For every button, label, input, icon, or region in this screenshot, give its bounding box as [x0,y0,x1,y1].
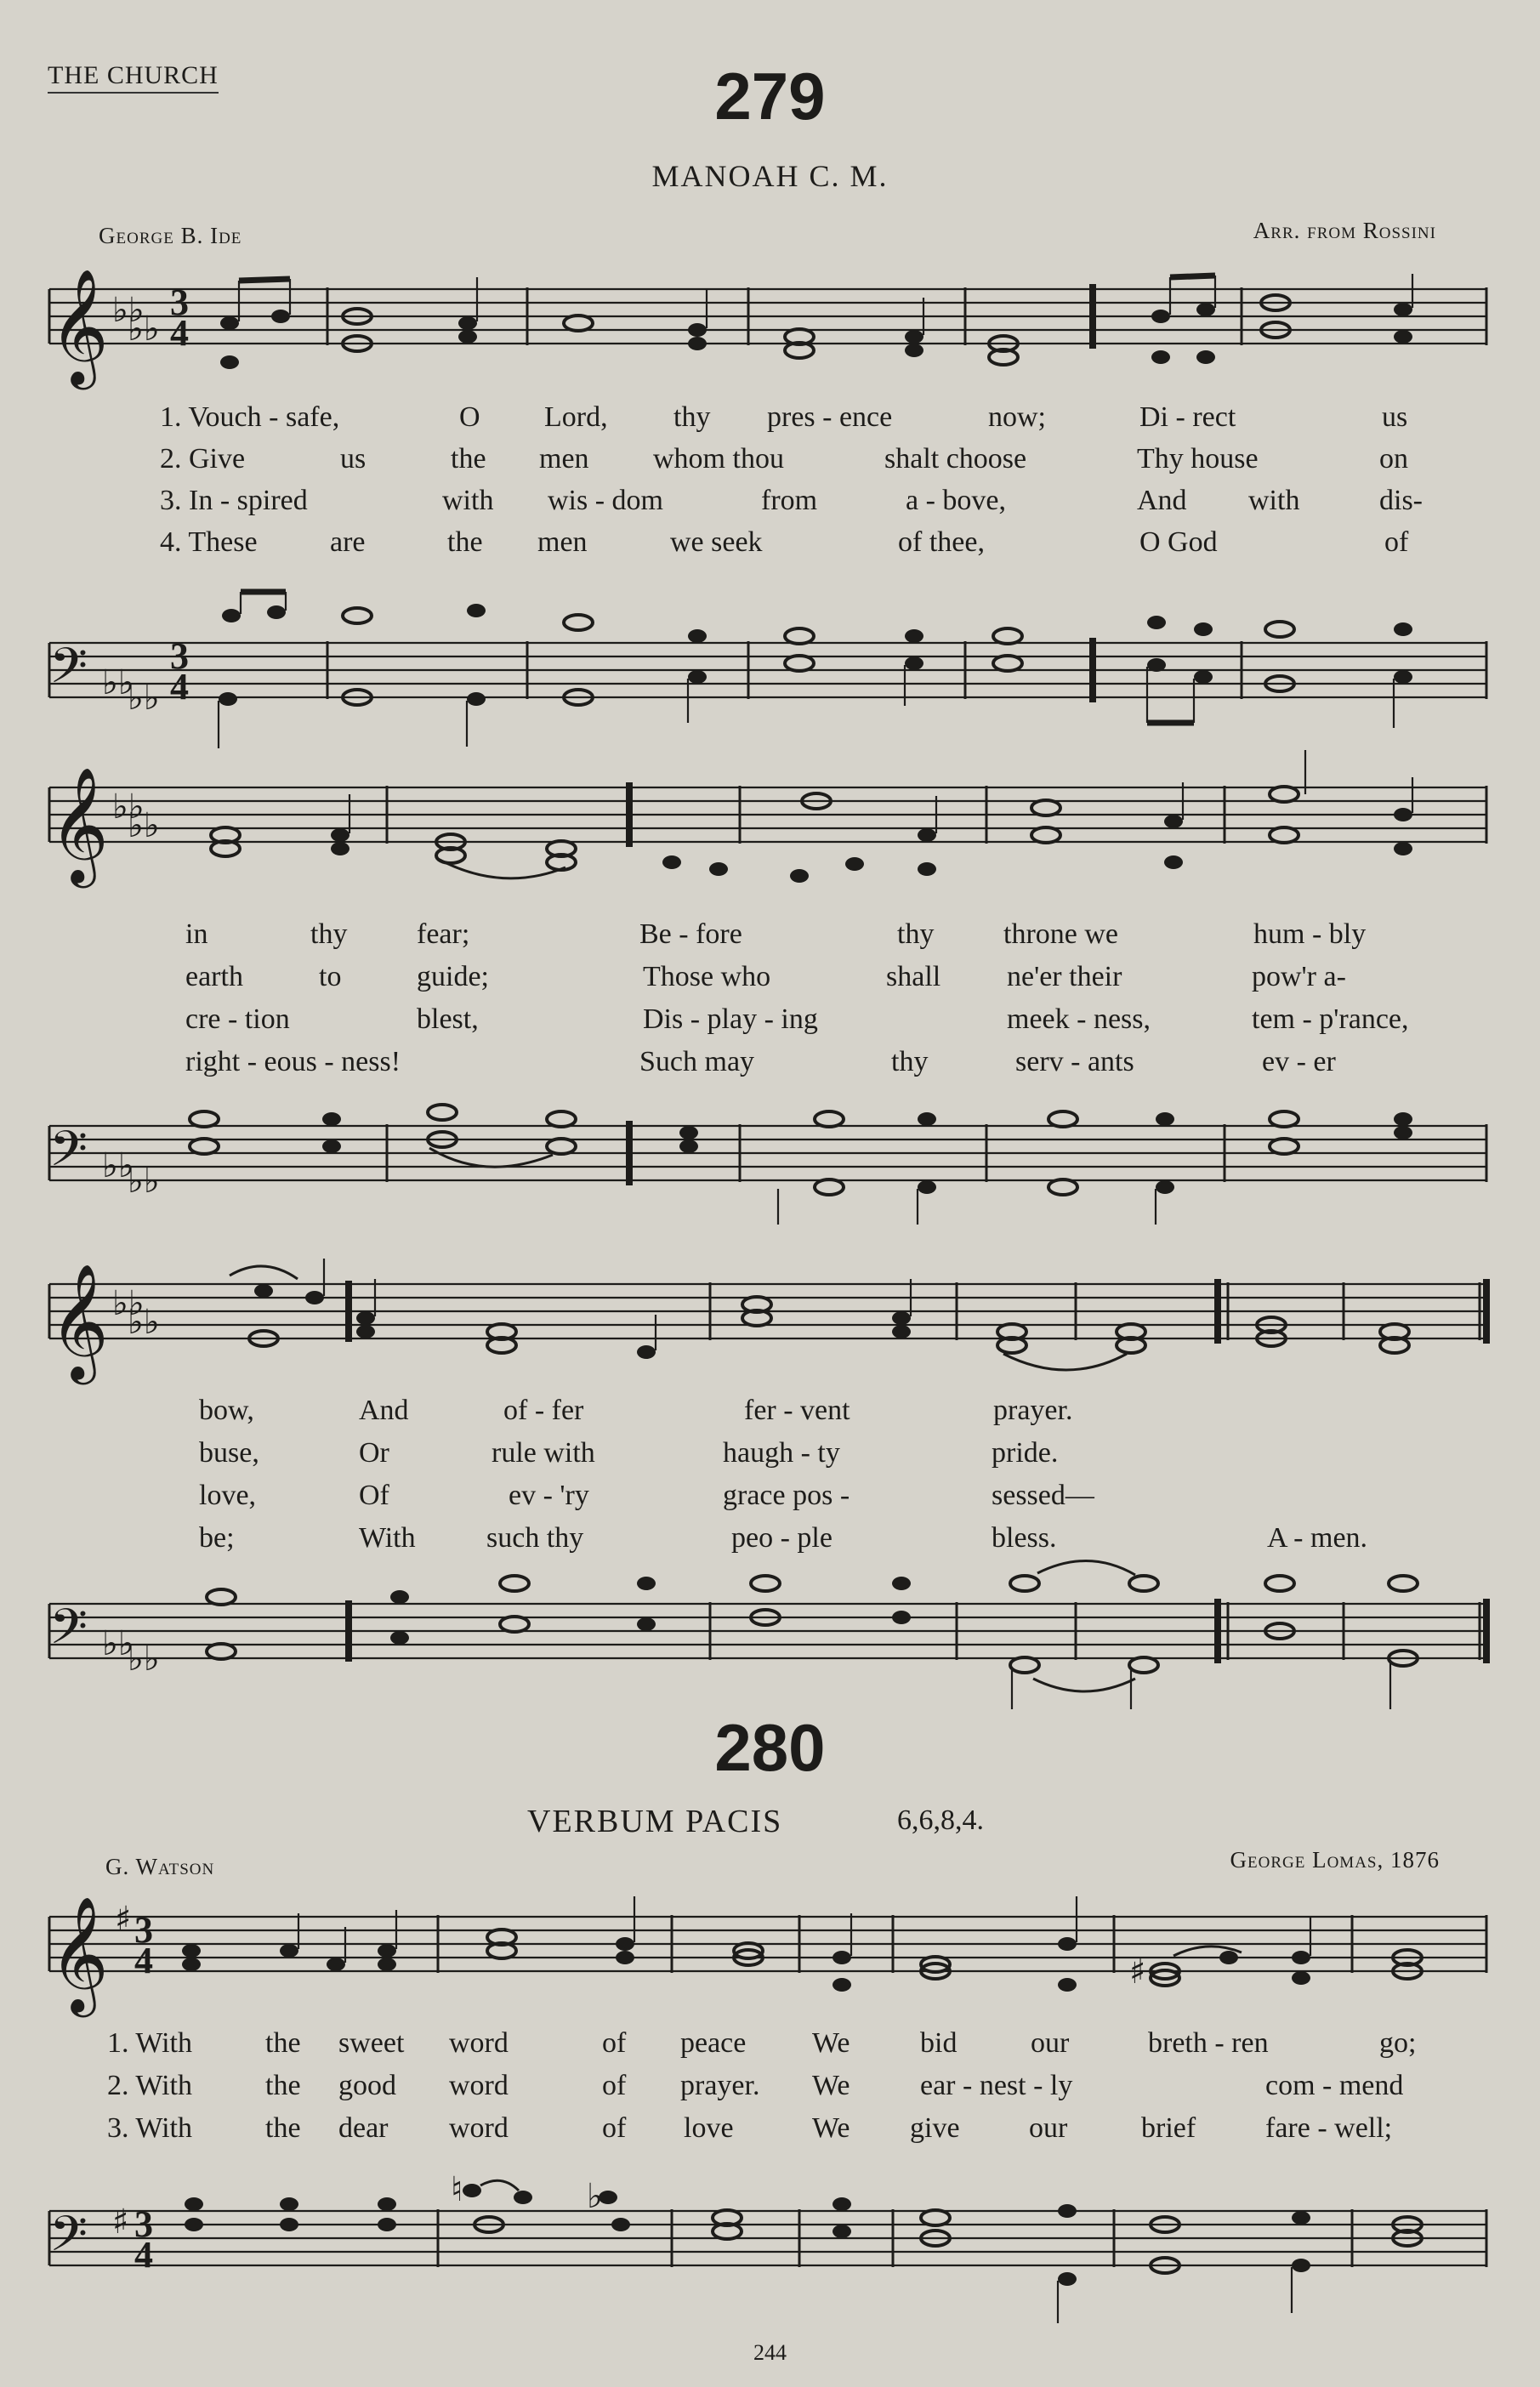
svg-text:♭♭: ♭♭ [102,663,134,702]
lyric-syllable: A - men. [1267,1522,1368,1554]
svg-text:♭♭: ♭♭ [128,1303,160,1342]
svg-text:♭♭: ♭♭ [128,310,160,349]
lyric-syllable: brief [1141,2112,1196,2144]
svg-text:♭♭: ♭♭ [112,291,145,330]
lyric-syllable: ear - nest - ly [920,2070,1073,2101]
h280-verse-1 [0,2027,1540,2066]
lyric-syllable: the [265,2070,301,2101]
lyric-syllable: Or [359,1437,389,1469]
svg-text:𝄞: 𝄞 [49,765,109,883]
lyric-syllable: bow, [199,1395,254,1426]
lyric-syllable: pride. [992,1437,1059,1469]
lyric-syllable: men [539,443,589,475]
lyric-syllable: fer - vent [744,1395,850,1426]
lyric-syllable: Thy house [1137,443,1259,475]
lyric-syllable: fare - well; [1265,2112,1393,2144]
lyric-syllable: shalt choose [884,443,1027,475]
svg-text:♭♭: ♭♭ [128,806,160,845]
lyric-syllable: Such may [639,1046,755,1077]
lyric-syllable: thy [310,918,348,950]
lyric-syllable: Lord, [544,401,608,433]
bass-staff-hymn-280 [0,2170,1540,2330]
verse-2-line-3 [0,1437,1540,1476]
svg-text:3: 3 [170,635,189,677]
lyric-syllable: with [442,485,494,516]
verse-4-line-2 [0,1046,1540,1085]
lyric-syllable: serv - ants [1015,1046,1134,1077]
svg-text:3: 3 [134,2203,153,2245]
lyric-syllable: whom thou [653,443,784,475]
author-credit: George B. Ide [99,223,242,248]
lyric-syllable: of thee, [898,526,985,558]
svg-text:♯: ♯ [112,2202,129,2242]
lyric-syllable: 2. With [107,2070,193,2101]
lyric-syllable: now; [988,401,1046,433]
lyric-syllable: cre - tion [185,1003,290,1035]
lyric-syllable: 3. In - spired [160,485,308,516]
svg-text:♯: ♯ [1129,1952,1146,1992]
lyric-syllable: grace pos - [723,1480,850,1511]
lyric-syllable: from [761,485,818,516]
lyric-syllable: are [330,526,366,558]
lyric-syllable: to [319,961,342,992]
lyric-syllable: ne'er their [1007,961,1122,992]
svg-text:3: 3 [134,1909,153,1951]
lyric-syllable: wis - dom [548,485,663,516]
lyric-syllable: ev - er [1262,1046,1336,1077]
hymn-number: 279 [714,59,826,134]
bass-staff-system-3 [0,1565,1540,1718]
svg-text:4: 4 [170,666,189,708]
lyric-syllable: dear [338,2112,389,2144]
lyric-syllable: word [449,2070,509,2101]
svg-text:♭♭: ♭♭ [102,1146,134,1185]
svg-text:♭♭: ♭♭ [128,679,160,718]
svg-text:♮: ♮ [451,2170,463,2209]
lyric-syllable: peo - ple [731,1522,833,1554]
composer-credit: George Lomas, 1876 [1230,1847,1440,1873]
lyric-syllable: dis- [1379,485,1423,516]
lyric-syllable: buse, [199,1437,259,1469]
lyric-syllable: word [449,2112,509,2144]
verse-3-line-1 [0,485,1540,524]
lyric-syllable: love [684,2112,734,2144]
svg-text:♭♭: ♭♭ [128,1162,160,1201]
lyric-syllable: com - mend [1265,2070,1404,2101]
lyric-syllable: us [340,443,367,475]
tune-name: VERBUM PACIS [527,1804,783,1839]
lyric-syllable: thy [891,1046,929,1077]
lyric-syllable: the [265,2112,301,2144]
svg-text:♭♭: ♭♭ [112,1284,145,1323]
h280-verse-3 [0,2112,1540,2151]
lyric-syllable: sessed— [992,1480,1094,1511]
lyric-syllable: right - eous - ness! [185,1046,401,1077]
meter: 6,6,8,4. [897,1804,984,1836]
lyric-syllable: Those who [643,961,771,992]
lyric-syllable: With [359,1522,416,1554]
lyric-syllable: O [459,401,480,433]
bass-staff-system-2 [0,1088,1540,1225]
lyric-syllable: We [812,2027,850,2059]
svg-text:𝄢: 𝄢 [49,2205,88,2275]
lyric-syllable: prayer. [993,1395,1073,1426]
verse-1-line-3 [0,1395,1540,1434]
lyric-syllable: of [602,2112,627,2144]
verse-4-line-3 [0,1522,1540,1561]
lyric-syllable: And [359,1395,409,1426]
verse-1-line-1 [0,401,1540,440]
lyric-syllable: prayer. [680,2070,760,2101]
lyric-syllable: give [910,2112,960,2144]
lyric-syllable: the [451,443,486,475]
lyric-syllable: thy [897,918,935,950]
lyric-syllable: Dis - play - ing [643,1003,818,1035]
lyric-syllable: word [449,2027,509,2059]
lyric-syllable: breth - ren [1148,2027,1269,2059]
lyric-syllable: thy [673,401,711,433]
lyric-syllable: shall [886,961,941,992]
svg-text:♭♭: ♭♭ [128,1640,160,1679]
bass-staff-system-1 [0,587,1540,731]
lyric-syllable: blest, [417,1003,479,1035]
lyric-syllable: We [812,2070,850,2101]
svg-text:4: 4 [134,2234,153,2276]
lyric-syllable: be; [199,1522,235,1554]
svg-text:4: 4 [134,1940,153,1981]
verse-3-line-3 [0,1480,1540,1519]
page-number: 244 [753,2340,787,2365]
lyric-syllable: Of [359,1480,389,1511]
lyric-syllable: fear; [417,918,470,950]
lyric-syllable: hum - bly [1253,918,1367,950]
lyric-syllable: of [1384,526,1409,558]
lyric-syllable: of - fer [503,1395,584,1426]
composer-credit: Arr. from Rossini [1253,218,1436,243]
lyric-syllable: bless. [992,1522,1057,1554]
tune-name: MANOAH C. M. [651,159,889,193]
treble-clef-icon: 𝄞 [49,267,109,384]
lyric-syllable: such thy [486,1522,584,1554]
lyric-syllable: with [1248,485,1300,516]
svg-text:4: 4 [170,312,189,354]
lyric-syllable: Be - fore [639,918,742,950]
lyric-syllable: earth [185,961,243,992]
lyric-syllable: 1. Vouch - safe, [160,401,340,433]
lyric-syllable: pow'r a- [1252,961,1346,992]
svg-text:♭♭: ♭♭ [102,1624,134,1663]
lyric-syllable: of [602,2070,627,2101]
lyric-syllable: pres - ence [767,401,893,433]
lyric-syllable: O God [1139,526,1218,558]
lyric-syllable: love, [199,1480,257,1511]
svg-text:♭♭: ♭♭ [112,787,145,827]
svg-text:𝄞: 𝄞 [49,1895,109,2012]
verse-3-line-2 [0,1003,1540,1043]
lyric-syllable: 4. These [160,526,258,558]
lyric-syllable: meek - ness, [1007,1003,1151,1035]
lyric-syllable: in [185,918,208,950]
lyric-syllable: our [1029,2112,1068,2144]
running-head: THE CHURCH [48,61,219,94]
verse-1-line-2 [0,918,1540,958]
lyric-syllable: ev - 'ry [509,1480,589,1511]
lyric-syllable: our [1031,2027,1070,2059]
treble-staff-system-1 [0,267,1540,384]
lyric-syllable: the [265,2027,301,2059]
lyric-syllable: peace [680,2027,747,2059]
lyric-syllable: And [1137,485,1187,516]
author-credit: G. Watson [105,1854,215,1879]
lyric-syllable: rule with [492,1437,595,1469]
lyric-syllable: guide; [417,961,489,992]
lyric-syllable: men [537,526,588,558]
svg-text:♯: ♯ [115,1900,132,1939]
lyric-syllable: us [1382,401,1408,433]
lyric-syllable: of [602,2027,627,2059]
lyric-syllable: 3. With [107,2112,193,2144]
verse-4-line-1 [0,526,1540,565]
lyric-syllable: tem - p'rance, [1252,1003,1409,1035]
verse-2-line-1 [0,443,1540,482]
svg-text:𝄢: 𝄢 [49,1120,88,1190]
lyric-syllable: the [447,526,483,558]
hymn-number: 280 [714,1710,826,1785]
treble-staff-hymn-280 [0,1888,1540,2012]
lyric-syllable: good [338,2070,396,2101]
bass-clef-icon: 𝄢 [49,637,88,707]
svg-text:3: 3 [170,281,189,323]
verse-2-line-2 [0,961,1540,1000]
lyric-syllable: throne we [1003,918,1119,950]
lyric-syllable: bid [920,2027,958,2059]
svg-text:𝄢: 𝄢 [49,1598,88,1668]
lyric-syllable: Di - rect [1139,401,1236,433]
treble-staff-system-2 [0,765,1540,893]
lyric-syllable: 2. Give [160,443,246,475]
lyric-syllable: on [1379,443,1408,475]
lyric-syllable: We [812,2112,850,2144]
lyric-syllable: we seek [670,526,763,558]
lyric-syllable: 1. With [107,2027,193,2059]
treble-staff-system-3 [0,1259,1540,1386]
lyric-syllable: go; [1379,2027,1417,2059]
lyric-syllable: haugh - ty [723,1437,840,1469]
lyric-syllable: sweet [338,2027,405,2059]
svg-text:♭: ♭ [587,2177,603,2216]
h280-verse-2 [0,2070,1540,2109]
svg-text:𝄞: 𝄞 [49,1262,109,1379]
lyric-syllable: a - bove, [906,485,1007,516]
